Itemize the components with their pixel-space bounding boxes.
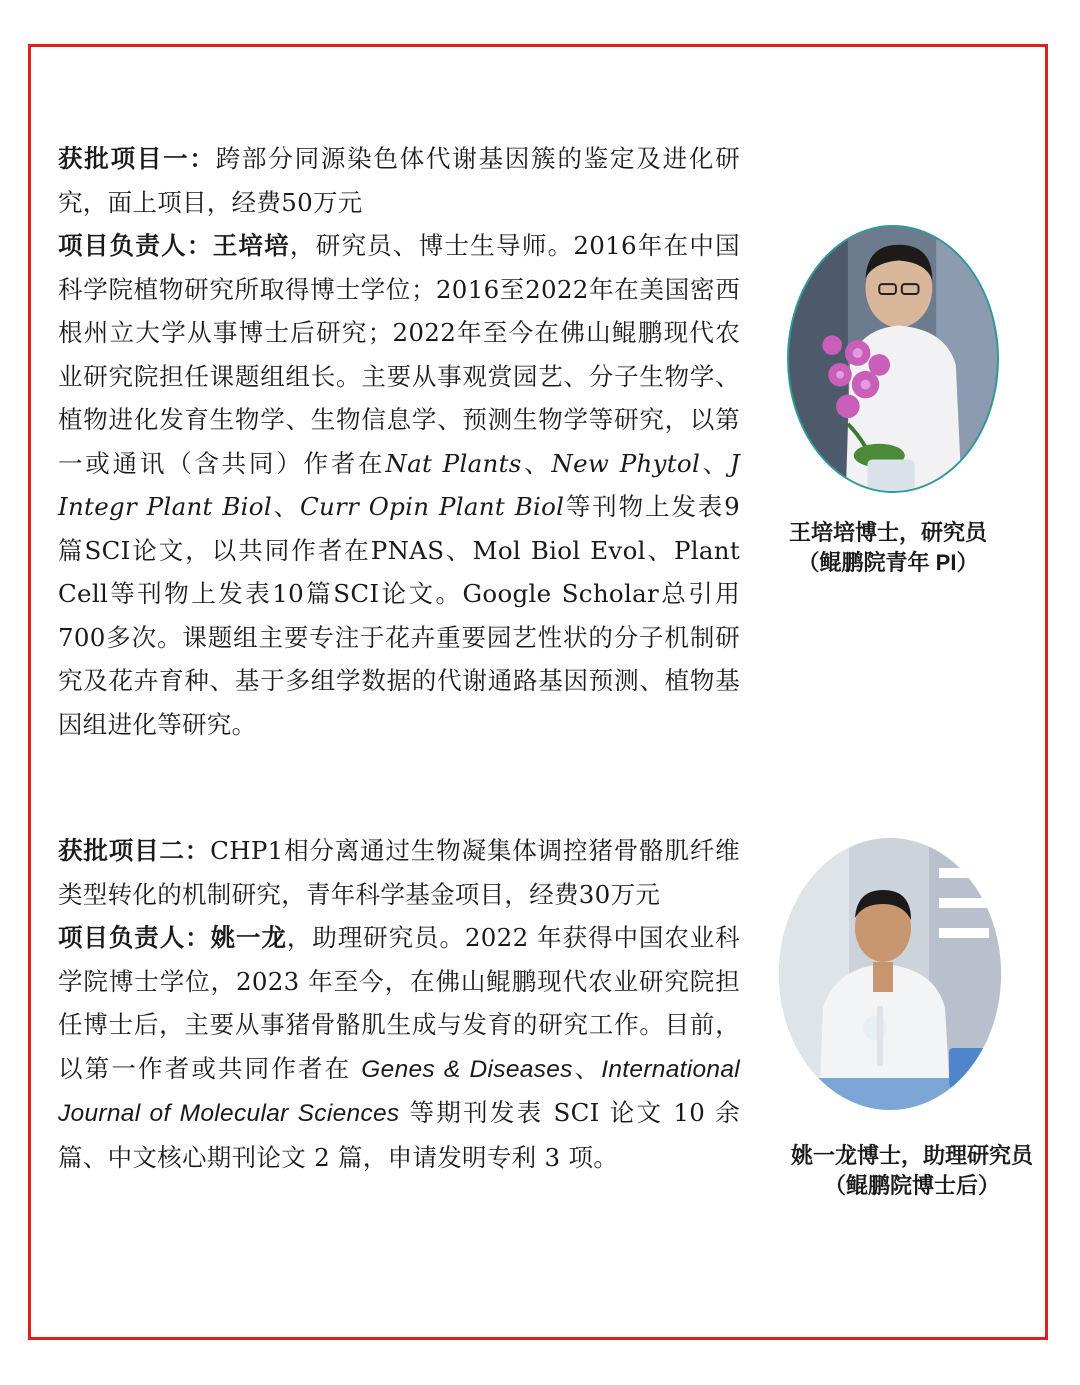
project-1-sep-1: 、	[521, 448, 552, 478]
project-1-journal-1: Nat Plants	[385, 448, 522, 478]
project-1-bio-part1: ，研究员、博士生导师。2016年在中国科学院植物研究所取得博士学位；2016至2022年在美国密西根州立大学从事博士后研究；2022年至今在佛山鲲鹏现代农业研究院担任课题组组长。主要从事观赏园艺、分子生物学、植物进化发育生物学、生物信息学、预测生物学等研究，以第一或通讯（含共同）作者在	[58, 231, 740, 478]
project-1-title	[58, 137, 740, 224]
project-2-bio-part2: 等期刊发表 SCI 论文 10 余篇、中文核心期刊论文 2 篇，申请发明专利 3 项。	[58, 1098, 740, 1172]
project-2-section	[58, 829, 740, 1179]
project-1-title-label: 获批项目一：	[58, 144, 216, 173]
caption-yao-line2: （鲲鹏院博士后）	[823, 1173, 1000, 1198]
caption-wang-line1: 王培培博士，研究员	[788, 520, 987, 545]
researcher-photo-yao-illustration	[779, 838, 1001, 1110]
project-1-leader-name: 王培培	[212, 231, 290, 260]
researcher-photo-wang-illustration	[789, 227, 997, 491]
project-2-title	[58, 829, 740, 916]
researcher-photo-yao	[779, 838, 1001, 1110]
project-2-journal-1: Genes & Diseases	[361, 1055, 573, 1083]
project-2-leader-bio	[58, 916, 740, 1179]
caption-yao-line1: 姚一龙博士，助理研究员	[790, 1143, 1033, 1168]
project-1-sep-2: 、	[700, 448, 730, 478]
project-1-title-text: 跨部分同源染色体代谢基因簇的鉴定及进化研究，面上项目，经费50万元	[58, 144, 740, 217]
project-2-bio-part1: ，助理研究员。2022 年获得中国农业科学院博士学位，2023 年至今，在佛山鲲鹏现代农业研究院担任博士后，主要从事猪骨骼肌生成与发育的研究工作。目前，以第一作者或共同作者在	[58, 923, 740, 1083]
project-1-journal-2: New Phytol	[551, 448, 701, 478]
project-1-journal-3: J Integr Plant Biol	[58, 448, 740, 521]
project-1-bio-part2: 等刊物上发表9篇SCI论文，以共同作者在PNAS、Mol Biol Evol、Plant Cell等刊物上发表10篇SCI论文。Google Scholar总引用700多次。课题组主要专注于花卉重要园艺性状的分子机制研究及花卉育种、基于多组学数据的代谢通路基因预测、植物基因组进化等研究。	[58, 492, 740, 739]
project-1-leader-label: 项目负责人：	[58, 231, 213, 260]
project-2-title-text: CHP1相分离通过生物凝集体调控猪骨骼肌纤维类型转化的机制研究，青年科学基金项目，经费30万元	[58, 836, 740, 909]
project-1-leader-bio	[58, 224, 740, 746]
project-2-leader-name: 姚一龙	[210, 923, 287, 952]
project-2-sep-1: 、	[572, 1053, 602, 1083]
project-1-section	[58, 137, 740, 746]
project-2-journal-2: International Journal of Molecular Sciences	[58, 1055, 740, 1127]
researcher-photo-wang	[787, 225, 999, 493]
project-2-leader-label: 项目负责人：	[58, 923, 211, 952]
photo-caption-wang	[738, 518, 1038, 578]
project-1-journal-4: Curr Opin Plant Biol	[299, 492, 565, 521]
photo-caption-yao	[762, 1141, 1062, 1201]
caption-wang-line2: （鲲鹏院青年 PI）	[797, 550, 979, 575]
project-1-sep-3: 、	[272, 492, 300, 521]
project-2-title-label: 获批项目二：	[58, 836, 211, 865]
